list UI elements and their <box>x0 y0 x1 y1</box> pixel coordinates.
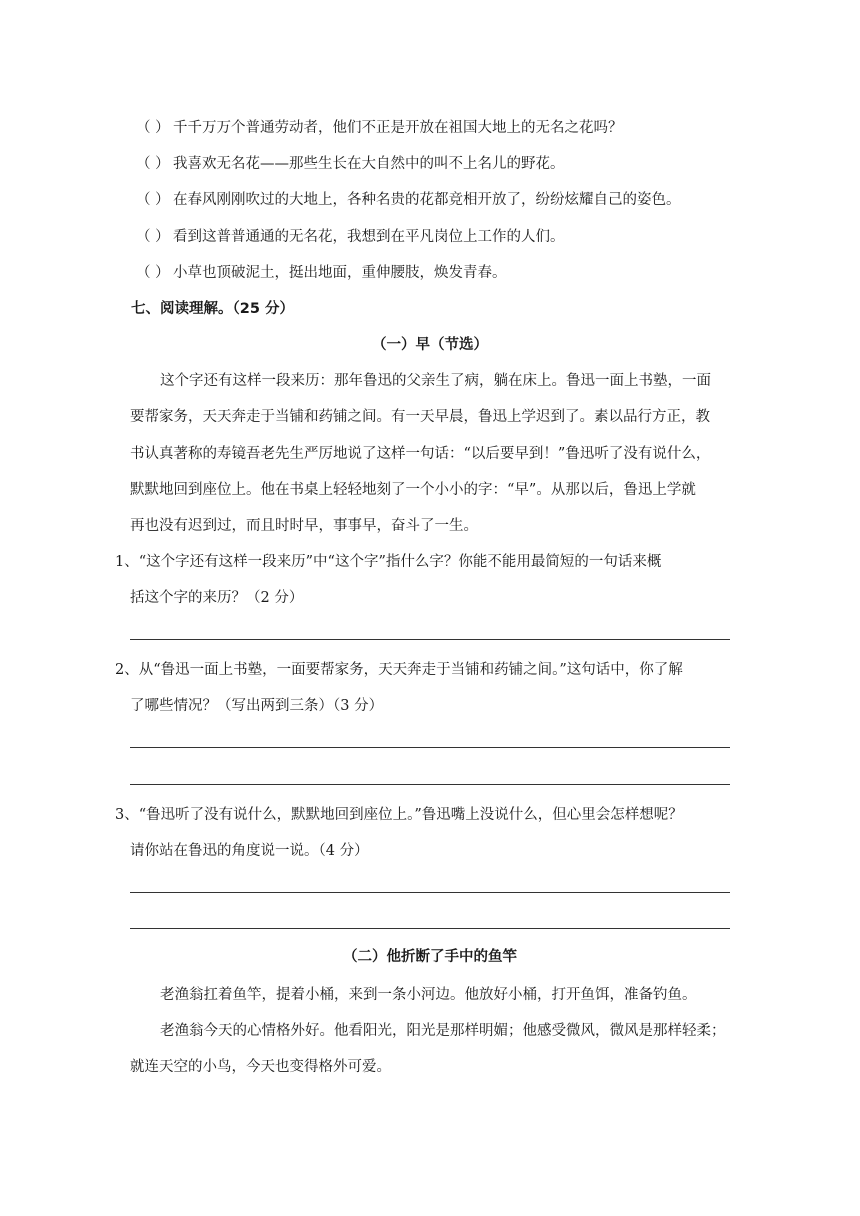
answer-bracket[interactable]: （ ） <box>136 156 170 172</box>
ordering-item <box>136 118 623 138</box>
answer-bracket[interactable]: （ ） <box>136 120 170 136</box>
ordering-text: 在春风刚刚吹过的大地上，各种名贵的花都竞相开放了，纷纷炫耀自己的姿色。 <box>173 192 681 208</box>
passage-line: 这个字还有这样一段来历：那年鲁迅的父亲生了病，躺在床上。鲁迅一面上书塾，一面 <box>160 373 711 389</box>
ordering-text: 千千万万个普通劳动者，他们不正是开放在祖国大地上的无名之花吗？ <box>173 120 623 136</box>
ordering-text: 看到这普普通通的无名花，我想到在平凡岗位上工作的人们。 <box>173 229 565 245</box>
answer-bracket[interactable]: （ ） <box>136 229 170 245</box>
ordering-item <box>136 190 681 210</box>
question-text: 2、从“鲁迅一面上书塾，一面要帮家务，天天奔走于当铺和药铺之间。”这句话中，你了解 <box>115 662 683 678</box>
answer-bracket[interactable]: （ ） <box>136 192 170 208</box>
passage-line: 默默地回到座位上。他在书桌上轻轻地刻了一个小小的字：“早”。从那以后，鲁迅上学就 <box>130 482 696 498</box>
passage-line: 要帮家务，天天奔走于当铺和药铺之间。有一天早晨，鲁迅上学迟到了。素以品行方正，教 <box>130 409 710 425</box>
ordering-text: 我喜欢无名花——那些生长在大自然中的叫不上名儿的野花。 <box>173 156 565 172</box>
ordering-item <box>136 263 507 283</box>
question-text: 括这个字的来历？（2 分） <box>130 590 304 606</box>
passage-line: 老渔翁今天的心情格外好。他看阳光，阳光是那样明媚；他感受微风，微风是那样轻柔； <box>160 1023 726 1039</box>
passage-line: 再也没有迟到过，而且时时早，事事早，奋斗了一生。 <box>130 518 478 534</box>
passage-line: 书认真著称的寿镜吾老先生严厉地说了这样一句话：“以后要早到！”鲁迅听了没有说什么， <box>130 446 711 462</box>
ordering-item <box>136 154 565 174</box>
passage-line: 就连天空的小鸟，今天也变得格外可爱。 <box>130 1059 391 1075</box>
ordering-text: 小草也顶破泥土，挺出地面，重伸腰肢，焕发青春。 <box>173 265 507 281</box>
answer-line[interactable] <box>130 892 730 893</box>
section-heading: 七、阅读理解。（25 分） <box>131 301 294 317</box>
question-text: 1、“这个字还有这样一段来历”中“这个字”指什么字？你能不能用最简短的一句话来概 <box>115 554 662 570</box>
answer-line[interactable] <box>130 747 730 748</box>
passage-title: （一）早（节选） <box>372 337 488 353</box>
answer-line[interactable] <box>130 639 730 640</box>
answer-line[interactable] <box>130 928 730 929</box>
answer-line[interactable] <box>130 784 730 785</box>
question-text: 3、“鲁迅听了没有说什么，默默地回到座位上。”鲁迅嘴上没说什么，但心里会怎样想呢？ <box>115 807 683 823</box>
question-text: 了哪些情况？（写出两到三条）（3 分） <box>130 698 384 714</box>
passage-line: 老渔翁扛着鱼竿，提着小桶，来到一条小河边。他放好小桶，打开鱼饵，准备钓鱼。 <box>160 987 697 1003</box>
ordering-item <box>136 227 565 247</box>
answer-bracket[interactable]: （ ） <box>136 265 170 281</box>
question-text: 请你站在鲁迅的角度说一说。（4 分） <box>130 843 369 859</box>
passage-title: （二）他折断了手中的鱼竿 <box>343 949 517 965</box>
